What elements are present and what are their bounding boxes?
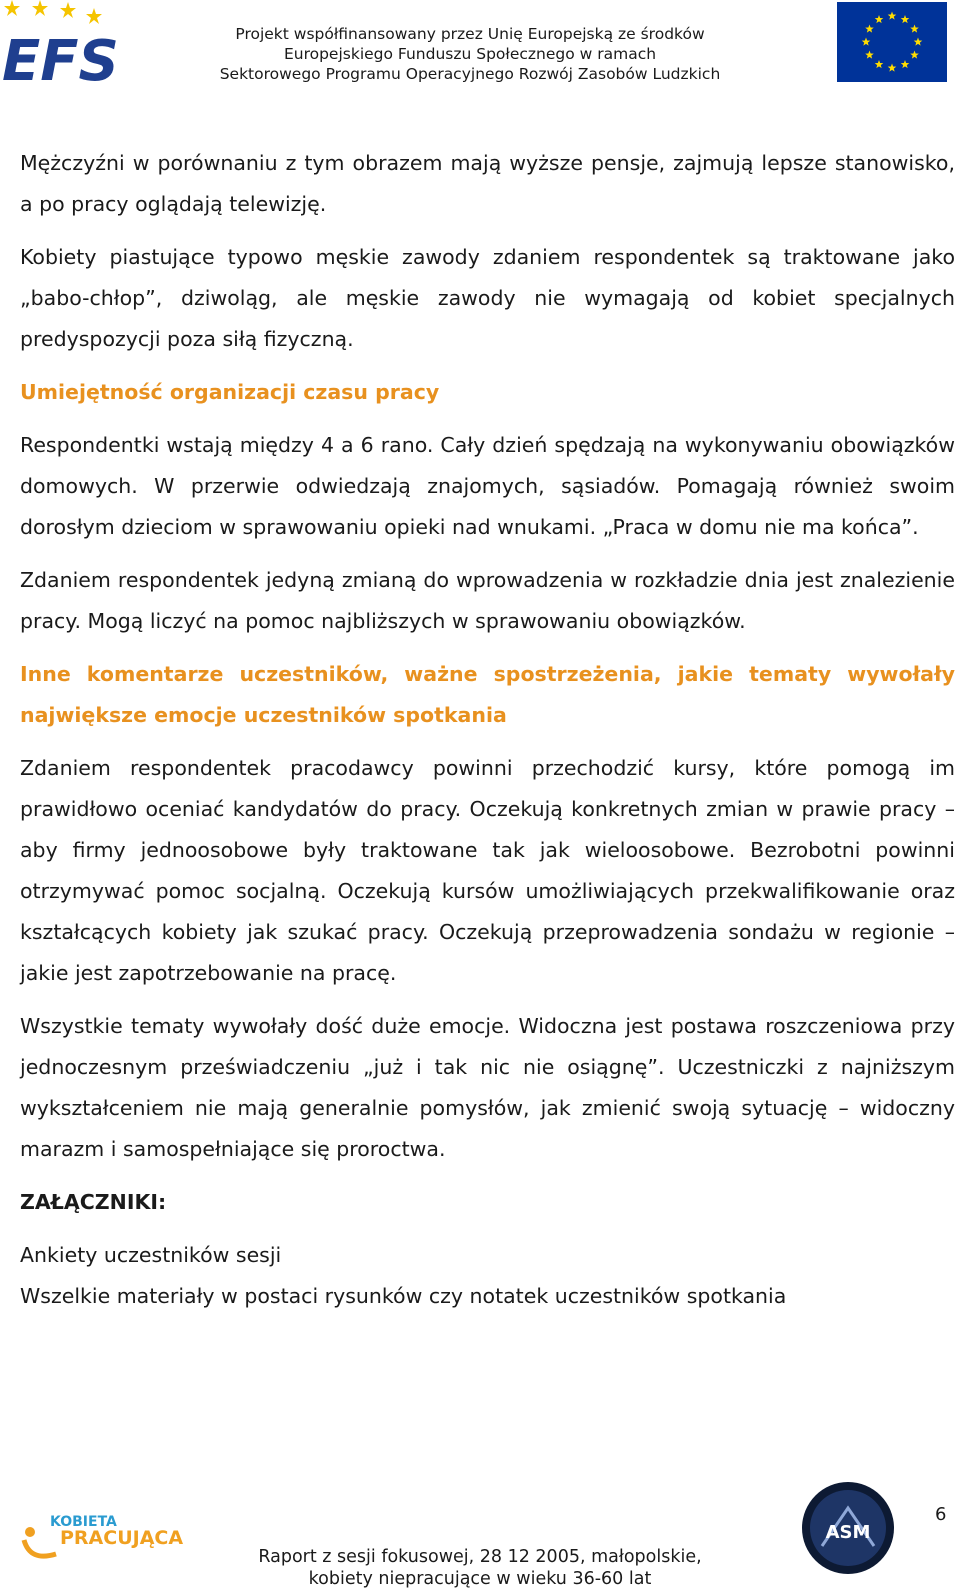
header-line: Sektorowego Programu Operacyjnego Rozwój Zasobów Ludzkich <box>219 65 721 83</box>
document-body <box>20 143 955 1317</box>
attachment-item: Ankiety uczestników sesji <box>20 1243 282 1267</box>
asm-logo <box>800 1480 896 1576</box>
kobieta-pracujaca-logo-line1: KOBIETA <box>50 1514 117 1530</box>
section-heading: Inne komentarze uczestników, ważne spostrzeżenia, jakie tematy wywołały największe emocje uczestników spotkania <box>20 662 955 727</box>
paragraph: Kobiety piastujące typowo męskie zawody zdaniem respondentek są traktowane jako „babo-chłop”, dziwoląg, ale męskie zawody nie wymagają od kobiet specjalnych predyspozycji poza siłą fizyczną. <box>20 245 955 351</box>
attachments-list <box>20 1235 955 1317</box>
eu-flag-icon <box>837 2 947 82</box>
header-line: Projekt współfinansowany przez Unię Europejską ze środków <box>235 25 705 43</box>
page-number: 6 <box>935 1504 947 1525</box>
header-project-text <box>200 24 740 84</box>
paragraph: Mężczyźni w porównaniu z tym obrazem mają wyższe pensje, zajmują lepsze stanowisko, a po pracy oglądają telewizję. <box>20 151 955 216</box>
paragraph: Respondentki wstają między 4 a 6 rano. Cały dzień spędzają na wykonywaniu obowiązków domowych. W przerwie odwiedzają znajomych, sąsiadów. Pomagają również swoim dorosłym dzieciom w sprawowaniu opieki nad wnukami. „Praca w domu nie ma końca”. <box>20 433 955 539</box>
page-header <box>0 0 960 90</box>
footer-report-text <box>210 1546 750 1590</box>
kobieta-pracujaca-logo <box>20 1510 200 1570</box>
efs-logo <box>0 0 130 90</box>
paragraph: Zdaniem respondentek pracodawcy powinni przechodzić kursy, które pomogą im prawidłowo oceniać kandydatów do pracy. Oczekują konkretnych zmian w prawie pracy – aby firmy jednoosobowe były traktowane tak jak wieloosobowe. Bezrobotni powinni otrzymywać pomoc socjalną. Oczekują kursów umożliwiających przekwalifikowanie oraz kształcących kobiety jak szukać pracy. Oczekują przeprowadzenia sondażu w regionie – jakie jest zapotrzebowanie na pracę. <box>20 756 955 985</box>
footer-line: kobiety niepracujące w wieku 36-60 lat <box>308 1569 652 1589</box>
section-heading: Umiejętność organizacji czasu pracy <box>20 380 440 404</box>
paragraph: Wszystkie tematy wywołały dość duże emocje. Widoczna jest postawa roszczeniowa przy jednoczesnym przeświadczeniu „już i tak nic nie osiągnę”. Uczestniczki z najniższym wykształceniem nie mają generalnie pomysłów, jak zmienić swoją sytuację – widoczny marazm i samospełniające się proroctwa. <box>20 1014 955 1161</box>
efs-logo-text: EFS <box>2 29 119 90</box>
footer-line: Raport z sesji fokusowej, 28 12 2005, małopolskie, <box>258 1547 702 1567</box>
kobieta-pracujaca-logo-line2: PRACUJĄCA <box>60 1527 184 1549</box>
asm-logo-text: ASM <box>825 1522 871 1543</box>
attachments-heading: ZAŁĄCZNIKI: <box>20 1190 167 1214</box>
attachment-item: Wszelkie materiały w postaci rysunków czy notatek uczestników spotkania <box>20 1284 787 1308</box>
header-line: Europejskiego Funduszu Społecznego w ramach <box>283 45 657 63</box>
page-footer <box>0 1480 960 1594</box>
paragraph: Zdaniem respondentek jedyną zmianą do wprowadzenia w rozkładzie dnia jest znalezienie pracy. Mogą liczyć na pomoc najbliższych w sprawowaniu obowiązków. <box>20 568 955 633</box>
